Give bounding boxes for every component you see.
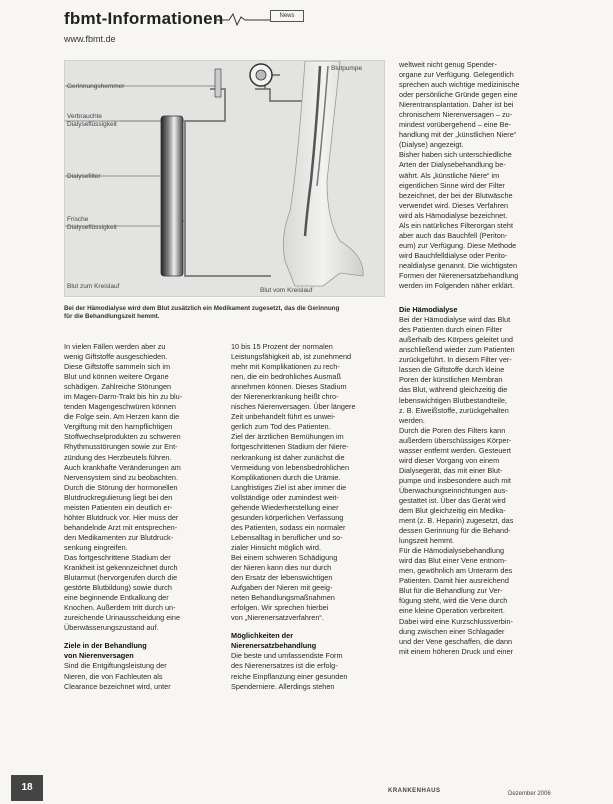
paragraph: In vielen Fällen werden aber zu wenig Giftstoffe ausgeschieden. Diese Giftstoffe sammeln sich im Blut und können weitere Organe schädigen. Zahlreiche Störungen im Magen-Darm-Trakt bis hin zu blu- tenden Magengeschwüren können die Folge sein. Am Herzen kann die Vergiftung mit den harnpflichtigen Stoffwechselprodukten zu schweren Rhythmusstörungen sowie zur Ent- zündung des Herzbeutels führen. Auch krankhafte Veränderungen am Nervensystem sind zu beobachten. Durch die Störung der hormonellen Blutdruckregulierung liegt bei den meisten Patienten ein deutlich er- höhter Blutdruck vor. Hier muss der behandelnde Arzt mit entsprechen- den Medikamenten zur Blutdruck- senkung eingreifen. Das fortgeschrittene Stadium der Krankheit ist gekennzeichnet durch Blutarmut (hervorgerufen durch die gestörte Blutbildung) sowie durch eine beginnende Entkalkung der Knochen. Außerdem tritt durch un- zureichende Urinausscheidung eine Überwässerungszustand auf. xyxy=(64,342,183,633)
text-column-3 xyxy=(399,60,574,657)
label-blood-out: Blut vom Kreislauf xyxy=(260,287,313,294)
dialysis-diagram-graphic xyxy=(65,61,384,296)
dialyzer-filter xyxy=(161,116,183,276)
brand-title: fbmt-Informationen xyxy=(64,9,224,28)
brand-url: www.fbmt.de xyxy=(64,34,116,44)
label-dialysate-in: Verbrauchte Dialyseflüssigkeit xyxy=(67,113,117,128)
footer-brand: KRANKENHAUS xyxy=(388,788,441,794)
section-heading: Ziele in der Behandlung von Nierenversagen xyxy=(64,641,147,661)
section-heading: Möglichkeiten der Nierenersatzbehandlung xyxy=(231,631,317,651)
paragraph: 10 bis 15 Prozent der normalen Leistungsfähigkeit ab, ist zunehmend mehr mit Komplikationen zu rech- nen, die ein bedrohliches Ausmaß annehmen können. Dieses Stadium der Nierenerkrankung heißt chro- nisches Nierenversagen. Über längere Zeit unbehandelt führt es unwei- gerlich zum Tod des Patienten. Ziel der ärztlichen Bemühungen im fortgeschrittenen Stadium der Niere- nerkrankung ist daher zunächst die Vermeidung von lebensbedrohlichen Komplikationen durch die Urämie. Langfristiges Ziel ist aber immer die vollständige oder zumindest weit- gehende Wiederherstellung einer gesunden körperlichen Verfassung des Patienten, sodass ein normaler Lebensalltag in beruflicher und so- zialer Hinsicht möglich wird. Bei einem schweren Schädigung der Nieren kann dies nur durch den Ersatz der lebenswichtigen Aufgaben der Nieren mit geeig- neten Behandlungsmaßnahmen erfolgen. Wir sprechen hierbei von „Nierenersatzverfahren“. xyxy=(231,342,356,623)
dialysis-diagram xyxy=(64,60,385,297)
label-dialyzer: Dialysefilter xyxy=(67,173,101,180)
section-heading: Die Hämodialyse xyxy=(399,305,458,315)
paragraph: Sind die Entgiftungsleistung der Nieren, die von Fachleuten als Clearance bezeichnet wird, unter xyxy=(64,661,171,691)
label-blood-in: Blut zum Kreislauf xyxy=(67,283,120,290)
paragraph-gap xyxy=(399,291,574,297)
paragraph: Die beste und umfassendste Form des Nierenersatzes ist die erfolg- reiche Einpflanzung einer gesunden Spenderniere. Allerdings stehen xyxy=(231,651,348,691)
arm-illustration xyxy=(283,61,363,286)
page-number: 18 xyxy=(11,775,43,801)
paragraph: Bei der Hämodialyse wird das Blut des Patienten durch einen Filter außerhalb des Körpers geleitet und anschließend wieder zum Patienten zurückgeführt. In diesem Filter ver- lassen die Giftstoffe durch kleine Poren der künstlichen Membran das Blut, während gleichzeitig die lebenswichtigen Blutbestandteile, z. B. Eiweißstoffe, zurückgehalten werden. Durch die Poren des Filters kann außerdem überschüssiges Körper- wasser entfernt werden. Gesteuert wird dieser Vorgang von einem Dialysegerät, das mit einer Blut- pumpe und insbesondere auch mit Überwachungseinrichtungen aus- gestattet ist. Über das Gerät wird dem Blut gleichzeitig ein Medika- ment (z. B. Heparin) zugesetzt, das dessen Gerinnung für die Behand- lungszeit hemmt. Für die Hämodialysebehandlung wird das Blut einer Vene entnom- men, gewöhnlich am Unterarm des Patienten. Damit hier ausreichend Blut für die Behandlung zur Ver- fügung steht, wird die Vene durch eine kleine Operation verbreitert. Dabei wird eine Kurzschlussverbin- dung zwischen einer Schlagader und der Vene geschaffen, die dann mit einem höheren Druck und einer xyxy=(399,315,515,656)
footer-date: Dezember 2006 xyxy=(508,791,551,797)
pulse-line-icon xyxy=(215,12,270,26)
figure-caption: Bei der Hämodialyse wird dem Blut zusätzlich ein Medikament zugesetzt, das die Gerinnung für die Behandlungszeit hemmt. xyxy=(64,305,340,321)
label-additive: Gerinnungshemmer xyxy=(67,83,125,90)
text-column-1 xyxy=(64,342,209,692)
label-blood-pump: Blutpumpe xyxy=(331,65,363,72)
label-fresh-dialysate: Frische Dialyseflüssigkeit xyxy=(67,216,117,231)
text-column-2 xyxy=(231,342,381,692)
news-badge: News xyxy=(270,10,304,22)
paragraph: weltweit nicht genug Spender- organe zur Verfügung. Gelegentlich sprechen auch wichtige medizinische oder persönliche Gründe gegen eine Nierentransplantation. Daher ist bei chronischem Nierenversagen – zu- mindest vorübergehend – eine Be- handlung mit der „künstlichen Niere“ (Dialyse) angezeigt. Bisher haben sich unterschiedliche Arten der Dialysebehandlung be- währt. Als „künstliche Niere“ im eigentlichen Sinne wird der Filter bezeichnet, der bei der Blutwäsche verwendet wird. Dieses Verfahren wird als Hämodialyse bezeichnet. Als ein natürliches Filterorgan steht aber auch das Bauchfell (Periton- eum) zur Verfügung. Diese Methode wird Bauchfelldialyse oder Perito- nealdialyse genannt. Die wichtigsten Formen der Nierenersatzbehandlung werden im Folgenden näher erklärt. xyxy=(399,60,520,291)
